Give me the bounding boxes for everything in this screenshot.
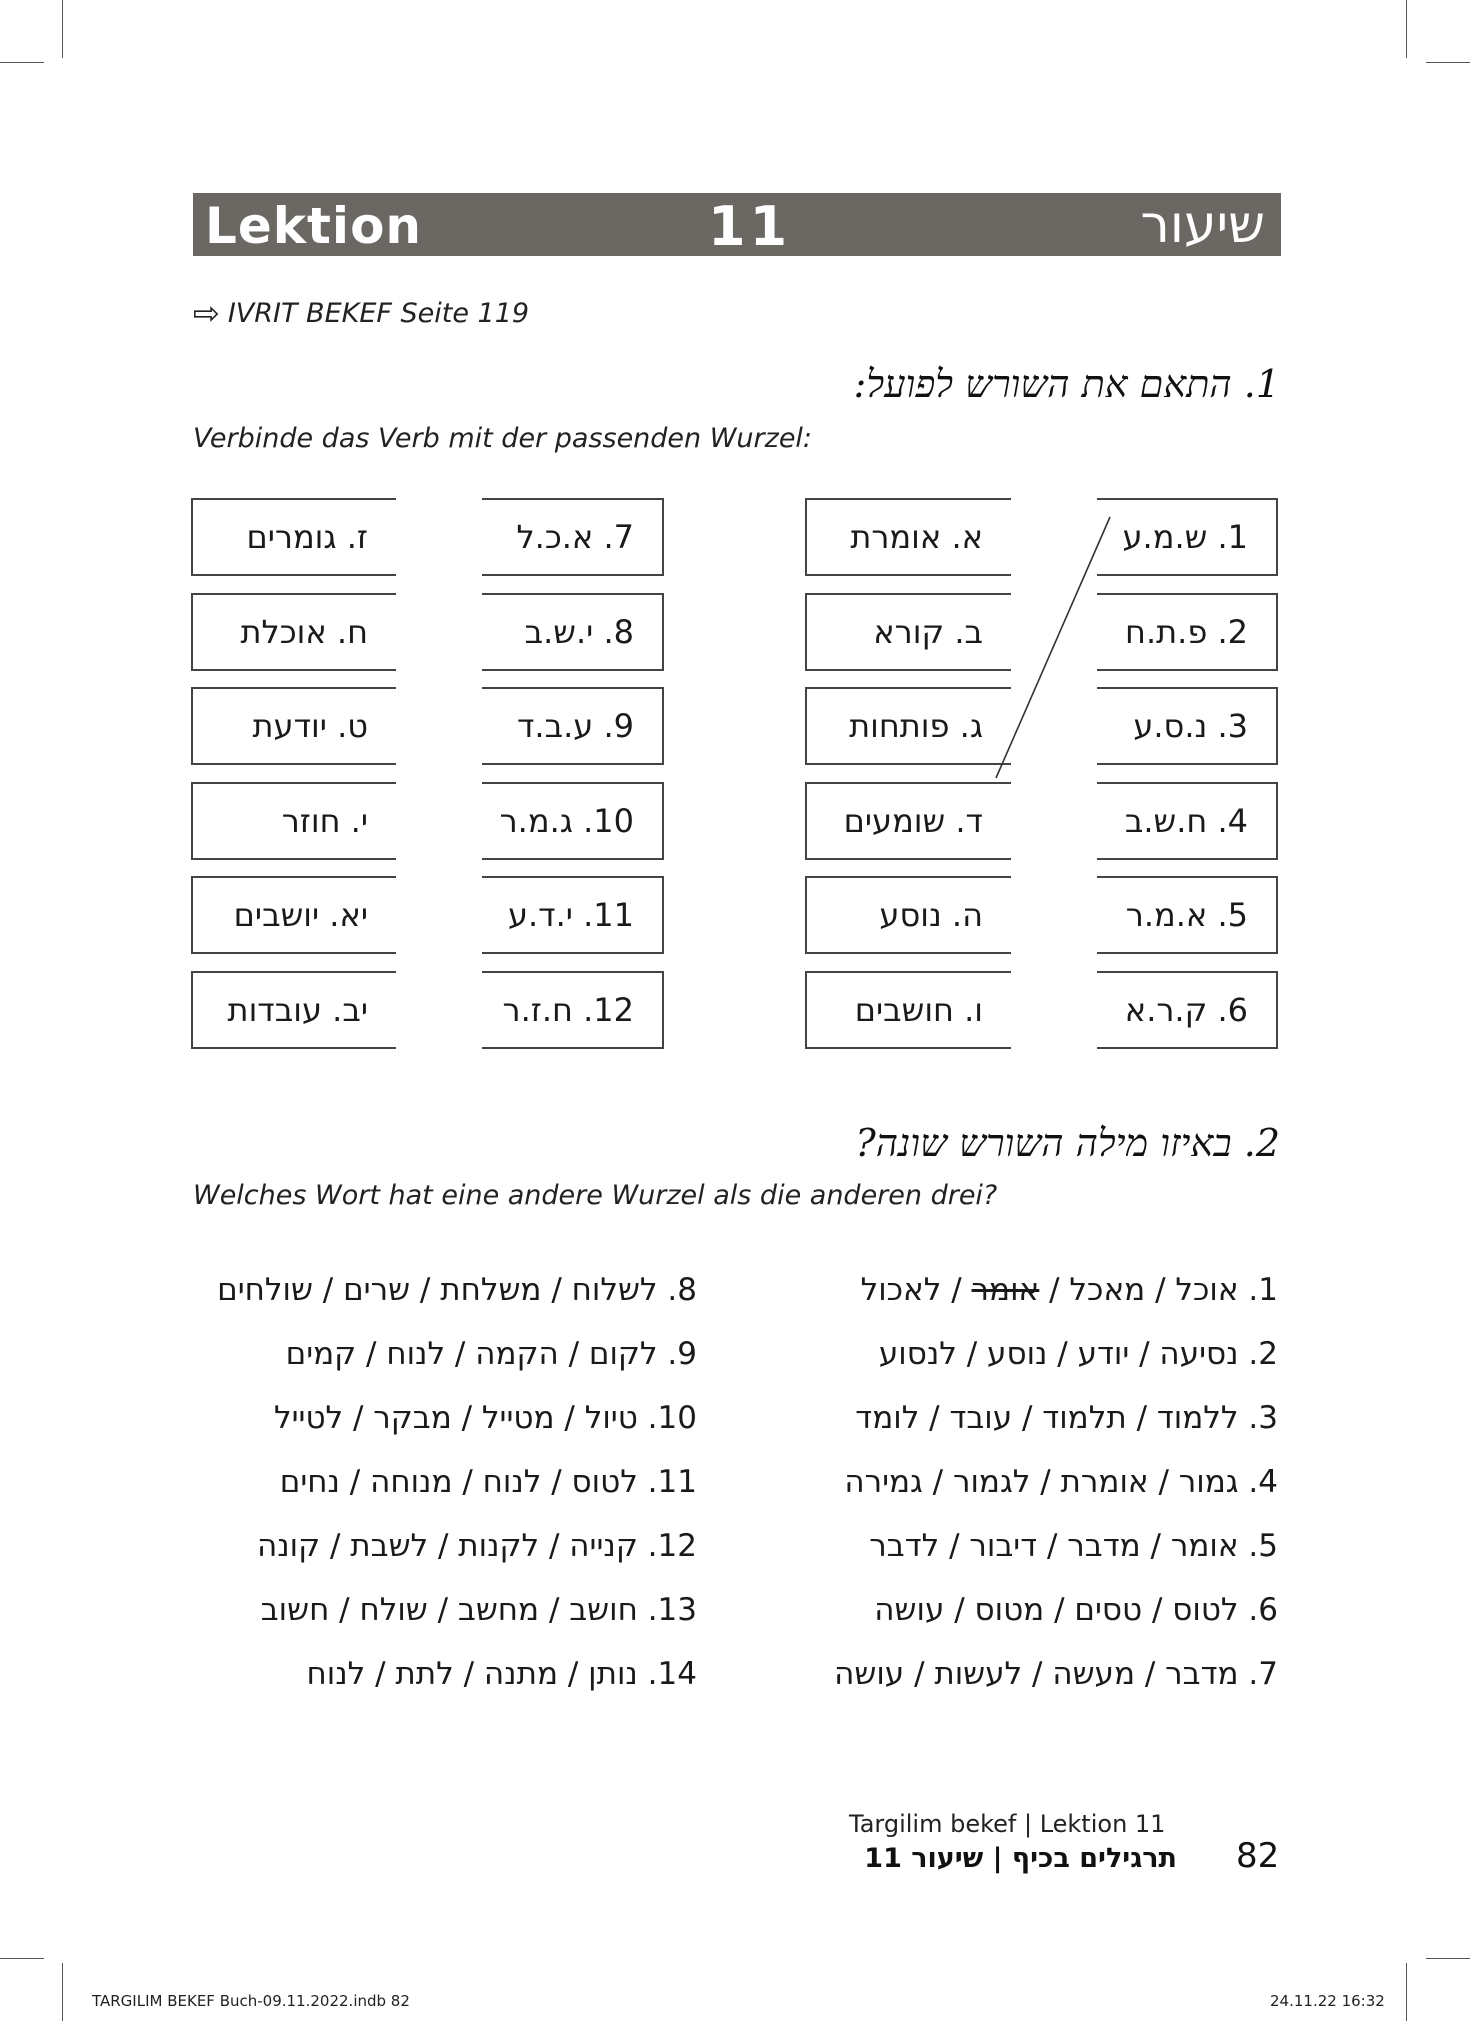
list-item	[861, 1272, 1278, 1308]
print-slug-left: TARGILIM BEKEF Buch-09.11.2022.indb 82	[92, 1992, 410, 2010]
match-box-col1: 6. ק.ר.א	[1097, 971, 1278, 1049]
match-box-col2: ב. קורא	[805, 593, 1011, 671]
match-box-col2: ו. חושבים	[805, 971, 1011, 1049]
match-box-col2: ג. פותחות	[805, 687, 1011, 765]
list-item: 7. מדבר / מעשה / לעשות / עושה	[834, 1656, 1278, 1692]
exercise2-subtitle: Welches Wort hat eine andere Wurzel als die anderen drei?	[193, 1180, 998, 1211]
exercise1-title: 1. התאם את השורש לפועל:	[853, 362, 1280, 406]
crop-mark	[62, 1963, 63, 2021]
list-item: 10. טיול / מטייל / מבקר / לטייל	[273, 1400, 697, 1436]
exercise2-title: 2. באיזו מילה השורש שונה?	[855, 1121, 1280, 1165]
crop-mark	[1426, 62, 1470, 63]
row1-post: / לאכול	[860, 1272, 972, 1308]
crop-mark	[62, 0, 63, 58]
struck-word: אומר	[971, 1272, 1040, 1308]
row1-pre: 1. אוכל / מאכל /	[1039, 1272, 1278, 1308]
match-box-col1: 4. ח.ש.ב	[1097, 782, 1278, 860]
exercise1-subtitle: Verbinde das Verb mit der passenden Wurzel:	[193, 423, 813, 454]
match-box-col4: י. חוזר	[191, 782, 396, 860]
list-item: 2. נסיעה / יודע / נוסע / לנסוע	[878, 1336, 1278, 1372]
match-box-col4: יא. יושבים	[191, 876, 396, 954]
match-box-col3: 10. ג.מ.ר	[482, 782, 664, 860]
match-box-col3: 12. ח.ז.ר	[482, 971, 664, 1049]
match-box-col2: ה. נוסע	[805, 876, 1011, 954]
match-box-col2: ד. שומעים	[805, 782, 1011, 860]
crop-mark	[0, 62, 44, 63]
match-box-col4: יב. עובדות	[191, 971, 396, 1049]
list-item: 3. ללמוד / תלמוד / עובד / לומד	[855, 1400, 1278, 1436]
crop-mark	[1426, 1958, 1470, 1959]
match-box-col1: 1. ש.מ.ע	[1097, 498, 1278, 576]
page-number: 82	[1236, 1836, 1280, 1876]
list-item: 5. אומר / מדבר / דיבור / לדבר	[869, 1528, 1278, 1564]
reference-text: IVRIT BEKEF Seite 119	[227, 298, 530, 329]
footer-german: Targilim bekef | Lektion 11	[849, 1810, 1166, 1838]
list-item: 12. קנייה / לקנות / לשבת / קונה	[257, 1528, 697, 1564]
print-slug-right: 24.11.22 16:32	[1270, 1992, 1385, 2010]
match-box-col3: 7. א.כ.ל	[482, 498, 664, 576]
match-box-col4: ט. יודעת	[191, 687, 396, 765]
book-reference	[193, 292, 529, 330]
crop-mark	[1406, 1963, 1407, 2021]
header-lektion: Lektion	[205, 197, 423, 255]
list-item: 4. גמור / אומרת / לגמור / גמירה	[844, 1464, 1278, 1500]
match-box-col3: 11. י.ד.ע	[482, 876, 664, 954]
match-box-col1: 2. פ.ת.ח	[1097, 593, 1278, 671]
match-box-col4: ז. גומרים	[191, 498, 396, 576]
list-item: 14. נותן / מתנה / לתת / לנוח	[306, 1656, 697, 1692]
match-box-col3: 9. ע.ב.ד	[482, 687, 664, 765]
match-box-col4: ח. אוכלת	[191, 593, 396, 671]
match-box-col1: 5. א.מ.ר	[1097, 876, 1278, 954]
match-box-col1: 3. נ.ס.ע	[1097, 687, 1278, 765]
header-number: 11	[708, 195, 792, 258]
list-item: 8. לשלוח / משלחת / שרים / שולחים	[217, 1272, 697, 1308]
lesson-header	[193, 193, 1281, 256]
header-hebrew: שיעור	[1140, 195, 1265, 255]
footer-hebrew: תרגילים בכיף | שיעור 11	[864, 1843, 1177, 1874]
list-item: 11. לטוס / לנוח / מנוחה / נחים	[279, 1464, 697, 1500]
arrow-right-icon: ⇨	[193, 294, 220, 332]
crop-mark	[1406, 0, 1407, 58]
list-item: 6. לטוס / טסים / מטוס / עושה	[874, 1592, 1278, 1628]
match-box-col2: א. אומרת	[805, 498, 1011, 576]
list-item: 9. לקום / הקמה / לנוח / קמים	[285, 1336, 697, 1372]
list-item: 13. חושב / מחשב / שולח / חשוב	[260, 1592, 697, 1628]
match-box-col3: 8. י.ש.ב	[482, 593, 664, 671]
crop-mark	[0, 1958, 44, 1959]
